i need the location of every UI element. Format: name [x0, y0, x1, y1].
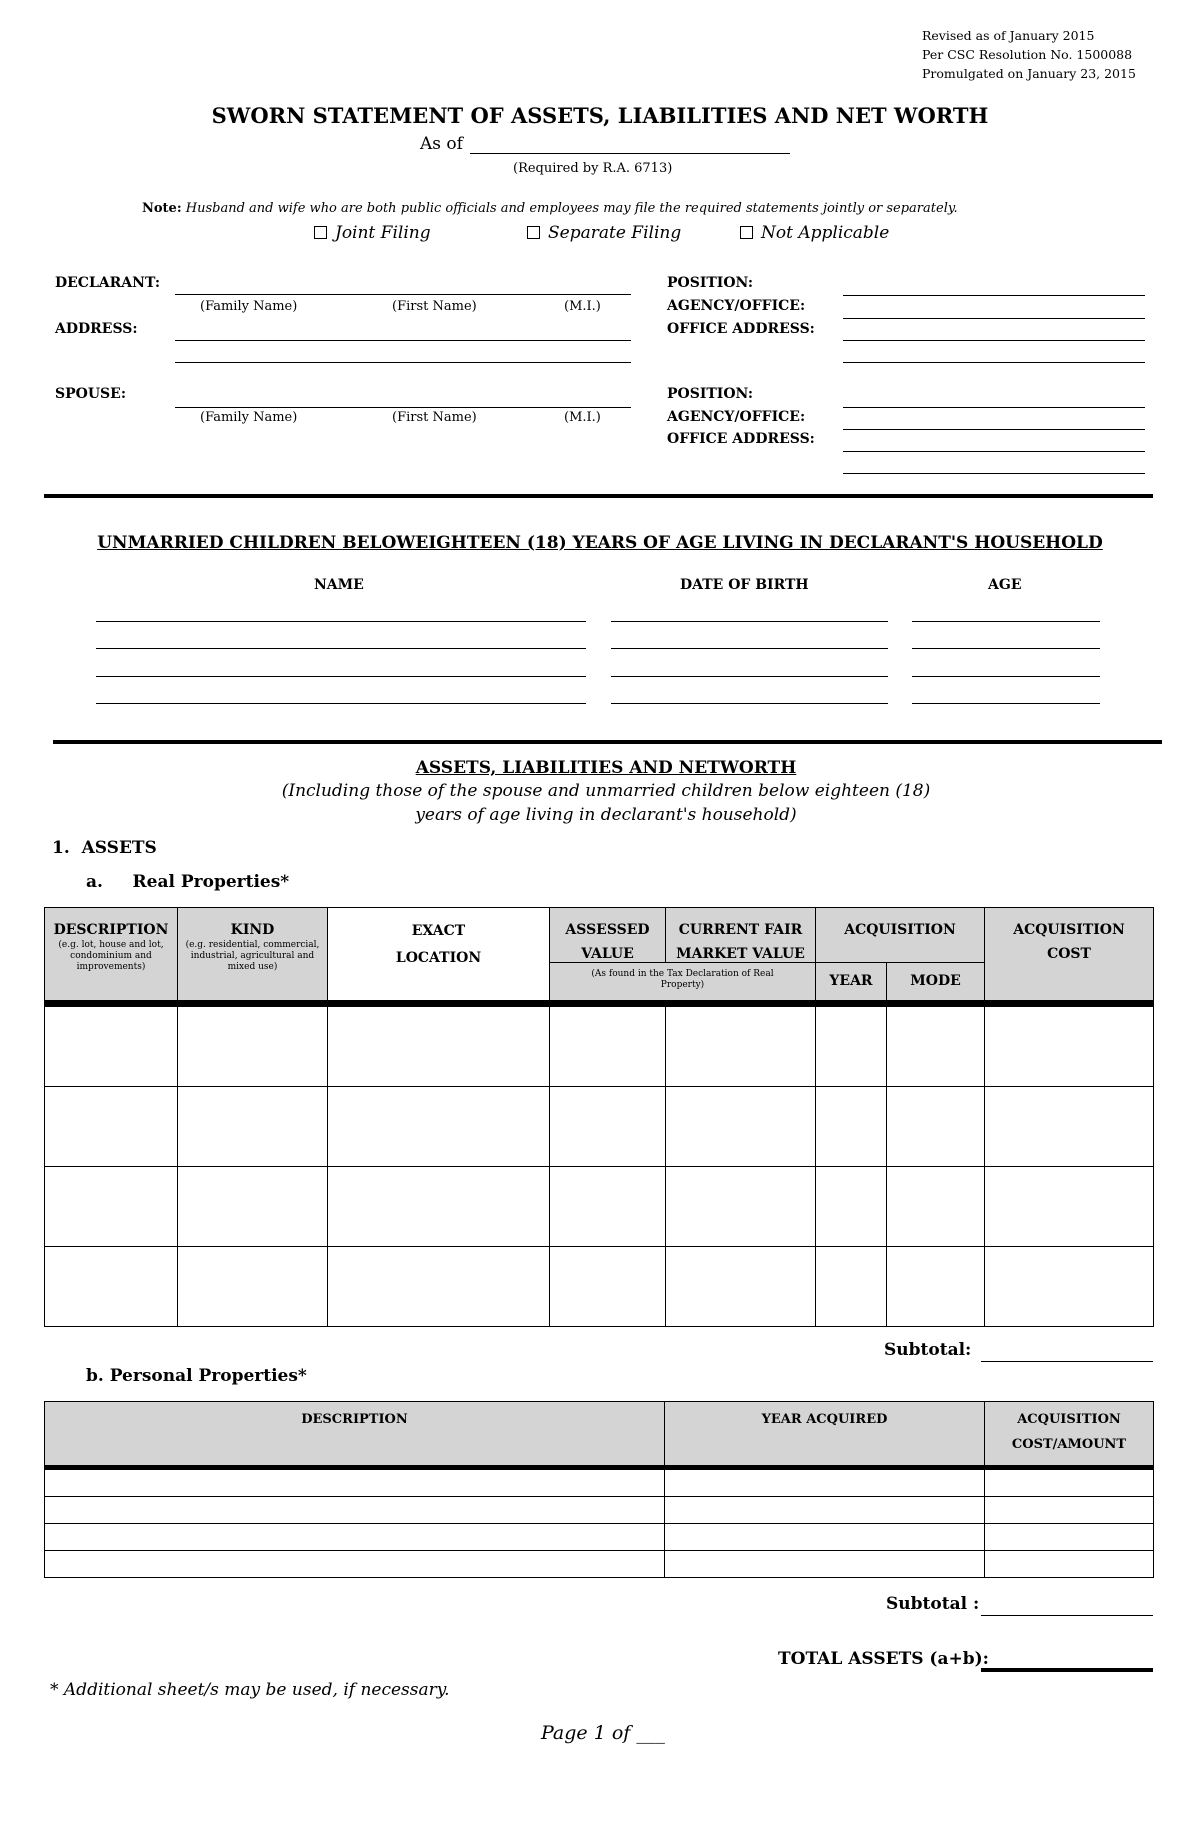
- revision-note: [922, 26, 1136, 83]
- col-acquisition: ACQUISITION: [816, 908, 985, 963]
- declarant-first-caption: (First Name): [392, 299, 477, 314]
- col-acquisition-cost: ACQUISITION COST: [985, 908, 1154, 1001]
- table-row: [45, 1247, 1154, 1327]
- children-col-dob: DATE OF BIRTH: [680, 577, 809, 593]
- total-assets-label: TOTAL ASSETS (a+b):: [778, 1649, 989, 1669]
- declarant-mi-caption: (M.I.): [564, 299, 601, 314]
- resolution-number: Per CSC Resolution No. 1500088: [922, 47, 1133, 62]
- col-year-acquired: YEAR ACQUIRED: [665, 1402, 985, 1466]
- spouse-office-address-label: OFFICE ADDRESS:: [667, 431, 815, 447]
- address-field-1[interactable]: [175, 340, 631, 341]
- form-title: SWORN STATEMENT OF ASSETS, LIABILITIES AND NET WORTH: [211, 103, 989, 128]
- personal-properties-heading: b. Personal Properties*: [86, 1366, 307, 1386]
- personal-subtotal-label: Subtotal :: [886, 1594, 980, 1614]
- additional-sheet-note: * Additional sheet/s may be used, if necessary.: [50, 1680, 450, 1700]
- child-age-field-3[interactable]: [912, 676, 1100, 677]
- spouse-position-label: POSITION:: [667, 386, 754, 402]
- real-properties-table: [44, 907, 1154, 1327]
- agency-label: AGENCY/OFFICE:: [667, 298, 806, 314]
- spouse-agency-label: AGENCY/OFFICE:: [667, 409, 806, 425]
- address-field-2[interactable]: [175, 362, 631, 363]
- real-subtotal-label: Subtotal:: [884, 1340, 972, 1360]
- table-row: [45, 1470, 1154, 1497]
- child-age-field-1[interactable]: [912, 621, 1100, 622]
- child-name-field-2[interactable]: [96, 648, 586, 649]
- spouse-position-field[interactable]: [843, 407, 1145, 408]
- required-by: (Required by R.A. 6713): [513, 161, 673, 176]
- address-label: ADDRESS:: [55, 321, 138, 337]
- table-row: [45, 1497, 1154, 1524]
- table-row: [45, 1007, 1154, 1087]
- declarant-family-caption: (Family Name): [200, 299, 298, 314]
- real-properties-heading: a. Real Properties*: [86, 872, 290, 892]
- note-label: Note:: [142, 201, 182, 216]
- col-mode: MODE: [887, 963, 985, 1001]
- filing-note: [142, 201, 958, 216]
- child-name-field-3[interactable]: [96, 676, 586, 677]
- separate-filing-option[interactable]: Separate Filing: [527, 223, 681, 243]
- position-field[interactable]: [843, 295, 1145, 296]
- child-dob-field-2[interactable]: [611, 648, 888, 649]
- col-pp-cost: ACQUISITION COST/AMOUNT: [985, 1402, 1154, 1466]
- declarant-label: DECLARANT:: [55, 275, 161, 291]
- spouse-mi-caption: (M.I.): [564, 410, 601, 425]
- not-applicable-option[interactable]: Not Applicable: [740, 223, 889, 243]
- table-row: [45, 1087, 1154, 1167]
- alnw-subtitle-2: years of age living in declarant's household): [415, 805, 797, 825]
- tax-declaration-note: (As found in the Tax Declaration of Real Property): [550, 963, 816, 1001]
- checkbox-icon[interactable]: [740, 226, 753, 239]
- kind-hint: (e.g. residential, commercial, industrial, agricultural and mixed use): [185, 940, 320, 972]
- col-year: YEAR: [816, 963, 887, 1001]
- joint-filing-option[interactable]: Joint Filing: [314, 223, 431, 243]
- as-of-label: As of: [420, 134, 463, 154]
- office-address-field-1[interactable]: [843, 340, 1145, 341]
- real-subtotal-field[interactable]: [981, 1361, 1153, 1362]
- assets-heading: 1. ASSETS: [52, 838, 157, 858]
- spouse-first-caption: (First Name): [392, 410, 477, 425]
- table-row: [45, 1524, 1154, 1551]
- personal-properties-table: [44, 1401, 1154, 1578]
- table-row: [45, 1551, 1154, 1578]
- children-title: UNMARRIED CHILDREN BELOWEIGHTEEN (18) YEARS OF AGE LIVING IN DECLARANT'S HOUSEHOLD: [97, 533, 1103, 553]
- col-market-value: CURRENT FAIR MARKET VALUE: [666, 908, 816, 963]
- description-hint: (e.g. lot, house and lot, condominium and improvements): [58, 940, 164, 972]
- col-kind: KIND (e.g. residential, commercial, industrial, agricultural and mixed use): [178, 908, 328, 1001]
- declarant-name-field[interactable]: [175, 294, 631, 295]
- children-col-age: AGE: [988, 577, 1022, 593]
- position-label: POSITION:: [667, 275, 754, 291]
- alnw-subtitle-1: (Including those of the spouse and unmarried children below eighteen (18): [281, 781, 931, 801]
- section-divider-1: [44, 494, 1153, 498]
- alnw-title: ASSETS, LIABILITIES AND NETWORTH: [415, 758, 797, 778]
- children-col-name: NAME: [314, 577, 364, 593]
- child-age-field-4[interactable]: [912, 703, 1100, 704]
- spouse-label: SPOUSE:: [55, 386, 126, 402]
- spouse-family-caption: (Family Name): [200, 410, 298, 425]
- table-row: [45, 1167, 1154, 1247]
- agency-field[interactable]: [843, 318, 1145, 319]
- child-name-field-1[interactable]: [96, 621, 586, 622]
- checkbox-icon[interactable]: [527, 226, 540, 239]
- spouse-agency-field[interactable]: [843, 429, 1145, 430]
- child-age-field-2[interactable]: [912, 648, 1100, 649]
- child-name-field-4[interactable]: [96, 703, 586, 704]
- note-text: Husband and wife who are both public officials and employees may file the required statements jointly or separately.: [185, 201, 958, 216]
- office-address-label: OFFICE ADDRESS:: [667, 321, 815, 337]
- spouse-name-field[interactable]: [175, 407, 631, 408]
- child-dob-field-3[interactable]: [611, 676, 888, 677]
- checkbox-icon[interactable]: [314, 226, 327, 239]
- spouse-office-address-field-2[interactable]: [843, 473, 1145, 474]
- personal-subtotal-field[interactable]: [981, 1615, 1153, 1616]
- section-divider-2: [53, 740, 1162, 744]
- col-assessed-value: ASSESSED VALUE: [550, 908, 666, 963]
- revised-date: Revised as of January 2015: [922, 28, 1095, 43]
- total-assets-field[interactable]: [981, 1668, 1153, 1672]
- col-exact-location: EXACT LOCATION: [328, 908, 550, 1001]
- spouse-office-address-field-1[interactable]: [843, 451, 1145, 452]
- col-description: DESCRIPTION (e.g. lot, house and lot, condominium and improvements): [45, 908, 178, 1001]
- child-dob-field-4[interactable]: [611, 703, 888, 704]
- page-number: Page 1 of ___: [541, 1722, 665, 1744]
- col-pp-description: DESCRIPTION: [45, 1402, 665, 1466]
- as-of-field[interactable]: [470, 153, 790, 154]
- promulgated-date: Promulgated on January 23, 2015: [922, 66, 1136, 81]
- child-dob-field-1[interactable]: [611, 621, 888, 622]
- office-address-field-2[interactable]: [843, 362, 1145, 363]
